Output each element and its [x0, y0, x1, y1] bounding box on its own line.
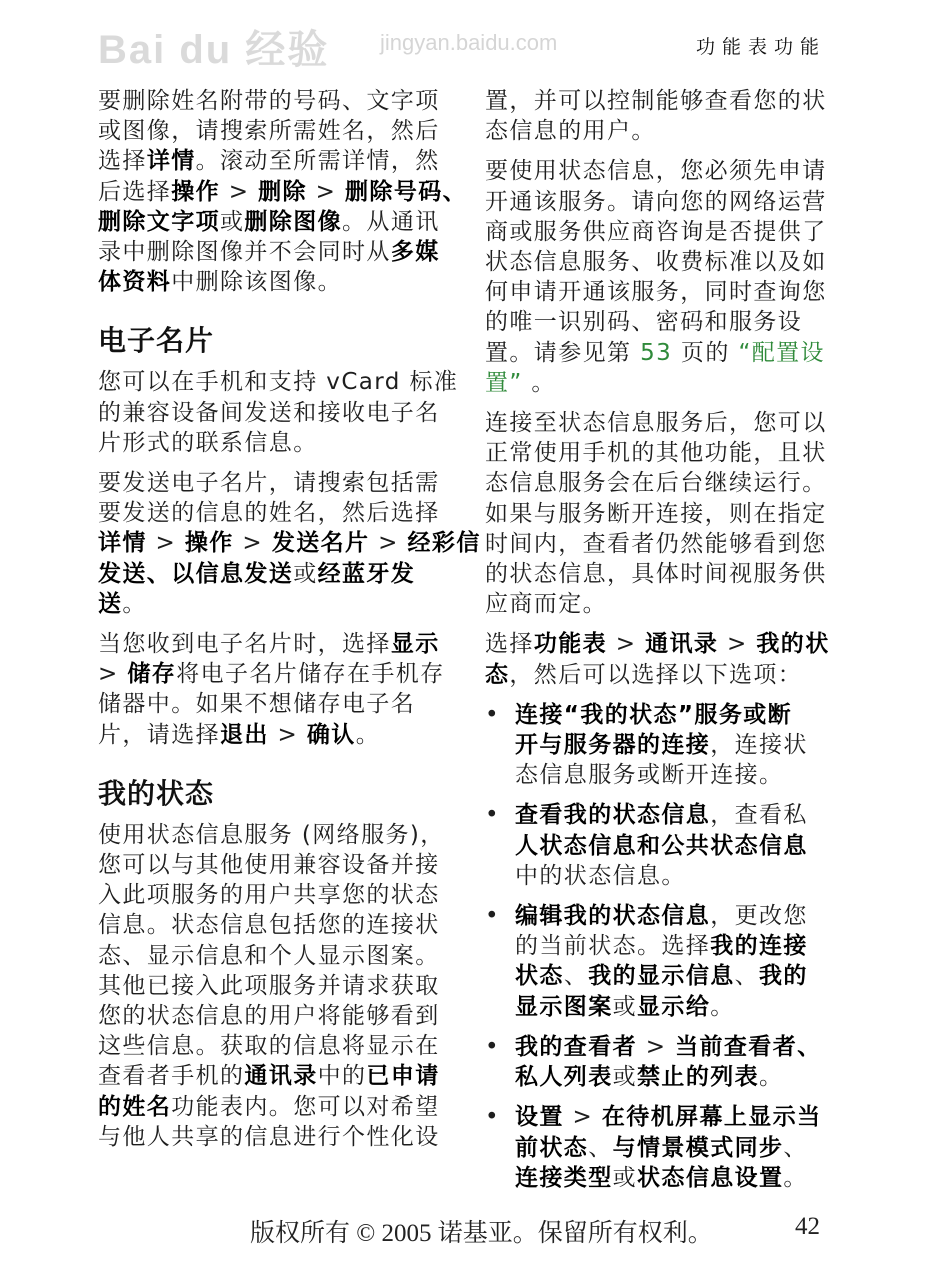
menu-term: 发送名片	[271, 530, 370, 557]
text-line	[98, 86, 448, 116]
menu-term: 功能表	[533, 631, 608, 658]
bullet-icon: •	[485, 802, 500, 829]
bullet-item	[485, 700, 835, 791]
text-run: >	[268, 721, 307, 748]
text-run: >	[233, 530, 272, 557]
text-line	[98, 1122, 448, 1152]
section-heading: 我的状态	[98, 776, 215, 810]
text-run: 、	[563, 963, 589, 990]
menu-term: 操作	[171, 178, 221, 205]
text-line	[515, 1102, 835, 1132]
text-line	[485, 438, 835, 468]
text-run: 要发送的信息的姓名，然后选择	[98, 500, 440, 527]
text-line	[98, 941, 448, 971]
text-run: 。	[783, 1164, 808, 1191]
bullet-icon: •	[485, 1033, 500, 1060]
text-run: 时间内，查看者仍然能够看到您	[485, 530, 827, 557]
text-line	[515, 1032, 835, 1062]
text-line	[98, 468, 448, 498]
text-line	[515, 1133, 835, 1163]
menu-term: 态	[485, 661, 510, 688]
text-run: 何申请开通该服务，同时查询您	[485, 279, 827, 306]
menu-term: 的姓名	[98, 1093, 172, 1120]
text-line	[485, 408, 835, 438]
menu-term: 退出	[220, 721, 269, 748]
text-line	[515, 961, 835, 991]
menu-term: 显示	[390, 631, 440, 658]
text-run: 、	[783, 1134, 808, 1161]
text-run: >	[637, 1033, 676, 1060]
text-run: 录中删除图像并不会同时从	[98, 239, 391, 266]
text-line	[98, 629, 448, 659]
text-run: 您可以在手机和支持 vCard 标准	[98, 369, 459, 396]
bullet-icon: •	[485, 1104, 500, 1131]
text-run: 态信息服务会在后台继续运行。	[485, 470, 827, 497]
text-line	[515, 700, 835, 730]
text-line	[98, 1092, 448, 1122]
menu-term: 设置	[515, 1104, 564, 1131]
menu-term: 已申请	[366, 1063, 440, 1090]
menu-term: 与情景模式同步	[612, 1134, 784, 1161]
menu-term: 经彩信	[407, 530, 481, 557]
text-run: 其他已接入此项服务并请求获取	[98, 972, 440, 999]
text-run: 页的	[672, 339, 739, 366]
text-line	[485, 187, 835, 217]
text-run: ，连接状	[710, 732, 808, 759]
text-run: 。	[122, 590, 147, 617]
text-line	[515, 901, 835, 931]
text-run: 或	[612, 1064, 638, 1091]
menu-term: 连接“我的状态”服务或断	[515, 701, 793, 728]
text-run: 片形式的联系信息。	[98, 429, 318, 456]
text-run: 。	[522, 369, 556, 396]
right-column	[485, 86, 835, 1203]
menu-term: 详情	[98, 530, 147, 557]
text-run: 的兼容设备间发送和接收电子名	[98, 399, 440, 426]
text-run: 功能表内。您可以对希望	[171, 1093, 440, 1120]
text-run: >	[607, 631, 646, 658]
text-line	[98, 971, 448, 1001]
menu-term: 操作	[184, 530, 234, 557]
page-number: 42	[795, 1213, 820, 1240]
text-run: 。从通讯	[342, 208, 440, 235]
text-run: 信息。状态信息包括您的连接状	[98, 912, 440, 939]
bullet-item	[485, 800, 835, 891]
text-run: 片，请选择	[98, 721, 220, 748]
text-line	[98, 398, 448, 428]
text-line	[98, 1031, 448, 1061]
paragraph	[98, 468, 481, 619]
menu-term: 我的连接	[710, 933, 808, 960]
menu-term: 删除图像	[244, 208, 343, 235]
text-line	[485, 368, 835, 398]
text-line	[515, 800, 835, 830]
menu-term: 通讯录	[244, 1063, 318, 1090]
text-line	[98, 1061, 448, 1091]
text-run: >	[563, 1104, 602, 1131]
bullet-item	[485, 1032, 835, 1092]
text-run: 态信息服务或断开连接。	[515, 762, 784, 789]
text-line	[485, 86, 835, 116]
menu-term: 删除号码、	[345, 178, 468, 205]
text-line	[485, 247, 835, 277]
bullet-icon: •	[485, 903, 500, 930]
text-line	[485, 499, 835, 529]
text-run: 选择	[98, 148, 147, 175]
paragraph	[485, 86, 835, 146]
menu-term: 体资料	[98, 269, 172, 296]
text-run: 置。请参见第	[485, 339, 641, 366]
text-run: 使用状态信息服务 (网络服务)，	[98, 821, 445, 848]
text-line	[98, 207, 448, 237]
text-line	[98, 880, 448, 910]
text-run: >	[369, 530, 408, 557]
text-run: 或图像，请搜索所需姓名，然后	[98, 118, 440, 145]
text-run: 要删除姓名附带的号码、文字项	[98, 88, 440, 114]
menu-term: 显示给	[637, 993, 711, 1020]
text-line	[515, 861, 835, 891]
text-run: 或	[293, 560, 318, 587]
text-line	[485, 529, 835, 559]
text-line	[485, 277, 835, 307]
text-run: 态信息的用户。	[485, 118, 656, 145]
text-line	[98, 116, 448, 146]
text-run: 储器中。如果不想储存电子名	[98, 691, 416, 718]
text-line	[485, 307, 835, 337]
text-line	[98, 850, 448, 880]
menu-term: 通讯录	[645, 631, 719, 658]
text-line	[98, 820, 448, 850]
menu-term: 当前查看者、	[675, 1033, 822, 1060]
text-run: 、	[734, 963, 760, 990]
text-line	[98, 146, 448, 176]
text-run: 中的状态信息。	[515, 862, 686, 889]
section-heading: 电子名片	[98, 324, 215, 358]
paragraph	[485, 629, 835, 689]
text-line	[98, 528, 481, 558]
text-line	[98, 267, 448, 297]
text-line	[98, 689, 448, 719]
text-run: 开通该服务。请向您的网络运营	[485, 188, 827, 215]
paragraph	[98, 86, 468, 297]
text-line	[485, 116, 835, 146]
text-run: ，查看私	[710, 802, 808, 829]
text-run: 的状态信息，具体时间视服务供	[485, 561, 827, 588]
text-line	[485, 559, 835, 589]
menu-term: 前状态	[515, 1134, 589, 1161]
text-run: >	[146, 530, 185, 557]
text-run: 您的状态信息的用户将能够看到	[98, 1003, 440, 1030]
menu-term: 储存	[127, 661, 177, 688]
text-line	[485, 217, 835, 247]
left-column	[98, 86, 481, 1162]
text-run: >	[220, 178, 259, 205]
text-line	[98, 177, 468, 207]
baidu-watermark-url: jingyan.baidu.com	[380, 30, 558, 55]
menu-term: 经蓝牙发	[317, 560, 416, 587]
menu-term: 状态信息设置	[637, 1164, 784, 1191]
text-run: 正常使用手机的其他功能，且状	[485, 440, 827, 467]
text-run: 后选择	[98, 178, 172, 205]
text-run: 的唯一识别码、密码和服务设	[485, 309, 803, 336]
text-line	[98, 367, 459, 397]
text-run: 要使用状态信息，您必须先申请	[485, 158, 827, 185]
text-run: ，然后可以选择以下选项：	[509, 661, 803, 688]
text-line	[485, 338, 835, 368]
text-run: 或	[612, 1164, 638, 1191]
text-line	[515, 992, 835, 1022]
text-run: 、	[588, 1134, 613, 1161]
paragraph	[98, 820, 448, 1152]
text-run: >	[98, 661, 128, 688]
text-run: 置，并可以控制能够查看您的状	[485, 88, 827, 114]
text-run: 。	[759, 1064, 784, 1091]
menu-term: 删除	[258, 178, 307, 205]
text-run: 您可以与其他使用兼容设备并接	[98, 852, 440, 879]
text-line	[98, 498, 448, 528]
text-line	[515, 730, 835, 760]
menu-term: 删除文字项	[98, 208, 220, 235]
text-line	[515, 760, 835, 790]
menu-term: 人状态信息和公共状态信息	[515, 832, 808, 859]
text-line	[515, 1062, 835, 1092]
menu-term: 开与服务器的连接	[515, 732, 711, 759]
footer-copyright: 版权所有 © 2005 诺基亚。保留所有权利。	[250, 1220, 713, 1247]
text-run: 选择	[485, 631, 534, 658]
text-line	[98, 237, 448, 267]
cross-reference-link[interactable]: “配置设	[738, 339, 825, 366]
text-line	[515, 1163, 835, 1193]
text-run: 或	[612, 993, 638, 1020]
text-run: 与他人共享的信息进行个性化设	[98, 1123, 440, 1150]
text-run: 将电子名片储存在手机存	[176, 661, 445, 688]
text-run: 。滚动至所需详情，然	[195, 148, 440, 175]
menu-term: 编辑我的状态信息	[515, 903, 711, 930]
menu-term: 送	[98, 590, 123, 617]
text-run: 要发送电子名片，请搜索包括需	[98, 470, 440, 497]
text-line	[98, 910, 448, 940]
text-run: 连接至状态信息服务后，您可以	[485, 410, 827, 437]
menu-term: 详情	[146, 148, 196, 175]
menu-term: 我的查看者	[515, 1033, 637, 1060]
text-line	[485, 589, 835, 619]
text-run: 入此项服务的用户共享您的状态	[98, 882, 440, 909]
menu-term: 确认	[306, 721, 356, 748]
text-run: 中的	[317, 1063, 367, 1090]
text-line	[98, 720, 448, 750]
menu-term: 查看我的状态信息	[515, 802, 711, 829]
text-line	[485, 468, 835, 498]
text-line	[485, 660, 835, 690]
text-line	[98, 659, 448, 689]
text-run: >	[306, 178, 346, 205]
menu-term: 我的显示信息	[588, 963, 735, 990]
paragraph	[485, 408, 835, 619]
cross-reference-link[interactable]: 置”	[485, 369, 523, 396]
text-line	[515, 931, 835, 961]
bullet-icon: •	[485, 701, 500, 728]
text-run: >	[718, 631, 757, 658]
bullet-item	[485, 901, 835, 1022]
text-run: 这些信息。获取的信息将显示在	[98, 1033, 440, 1060]
text-run: 或	[220, 208, 245, 235]
text-line	[98, 1001, 448, 1031]
menu-term: 状态	[515, 963, 564, 990]
text-run: 态、显示信息和个人显示图案。	[98, 942, 440, 969]
text-run: 应商而定。	[485, 591, 607, 618]
menu-term: 显示图案	[515, 993, 613, 1020]
paragraph	[98, 367, 459, 458]
menu-term: 私人列表	[515, 1064, 613, 1091]
bullet-item	[485, 1102, 835, 1193]
text-line	[485, 156, 835, 186]
menu-term: 多媒	[390, 239, 440, 266]
text-line	[515, 831, 835, 861]
menu-term: 连接类型	[515, 1164, 613, 1191]
text-run: 查看者手机的	[98, 1063, 245, 1090]
menu-term: 我的状	[756, 631, 830, 658]
menu-term: 禁止的列表	[637, 1064, 760, 1091]
baidu-watermark-logo: Bai du 经验	[98, 28, 330, 72]
text-run: 的当前状态。选择	[515, 933, 711, 960]
paragraph	[98, 629, 448, 750]
menu-term: 在待机屏幕上显示当	[601, 1104, 822, 1131]
text-line	[485, 629, 835, 659]
running-header: 功能表功能	[695, 36, 826, 58]
text-run: ，更改您	[710, 903, 808, 930]
text-run: 。	[355, 721, 381, 748]
paragraph	[485, 156, 835, 398]
menu-term: 我的	[759, 963, 808, 990]
text-run: 当您收到电子名片时，选择	[98, 631, 391, 658]
text-line	[98, 559, 448, 589]
cross-reference-link[interactable]: 53	[640, 339, 673, 366]
text-line	[98, 589, 448, 619]
menu-term: 发送、以信息发送	[98, 560, 294, 587]
text-run: 。	[710, 993, 735, 1020]
text-run: 商或服务供应商咨询是否提供了	[485, 218, 827, 245]
text-line	[98, 428, 448, 458]
text-run: 状态信息服务、收费标准以及如	[485, 249, 827, 276]
text-run: 中删除该图像。	[171, 269, 343, 296]
text-run: 如果与服务断开连接，则在指定	[485, 500, 827, 527]
